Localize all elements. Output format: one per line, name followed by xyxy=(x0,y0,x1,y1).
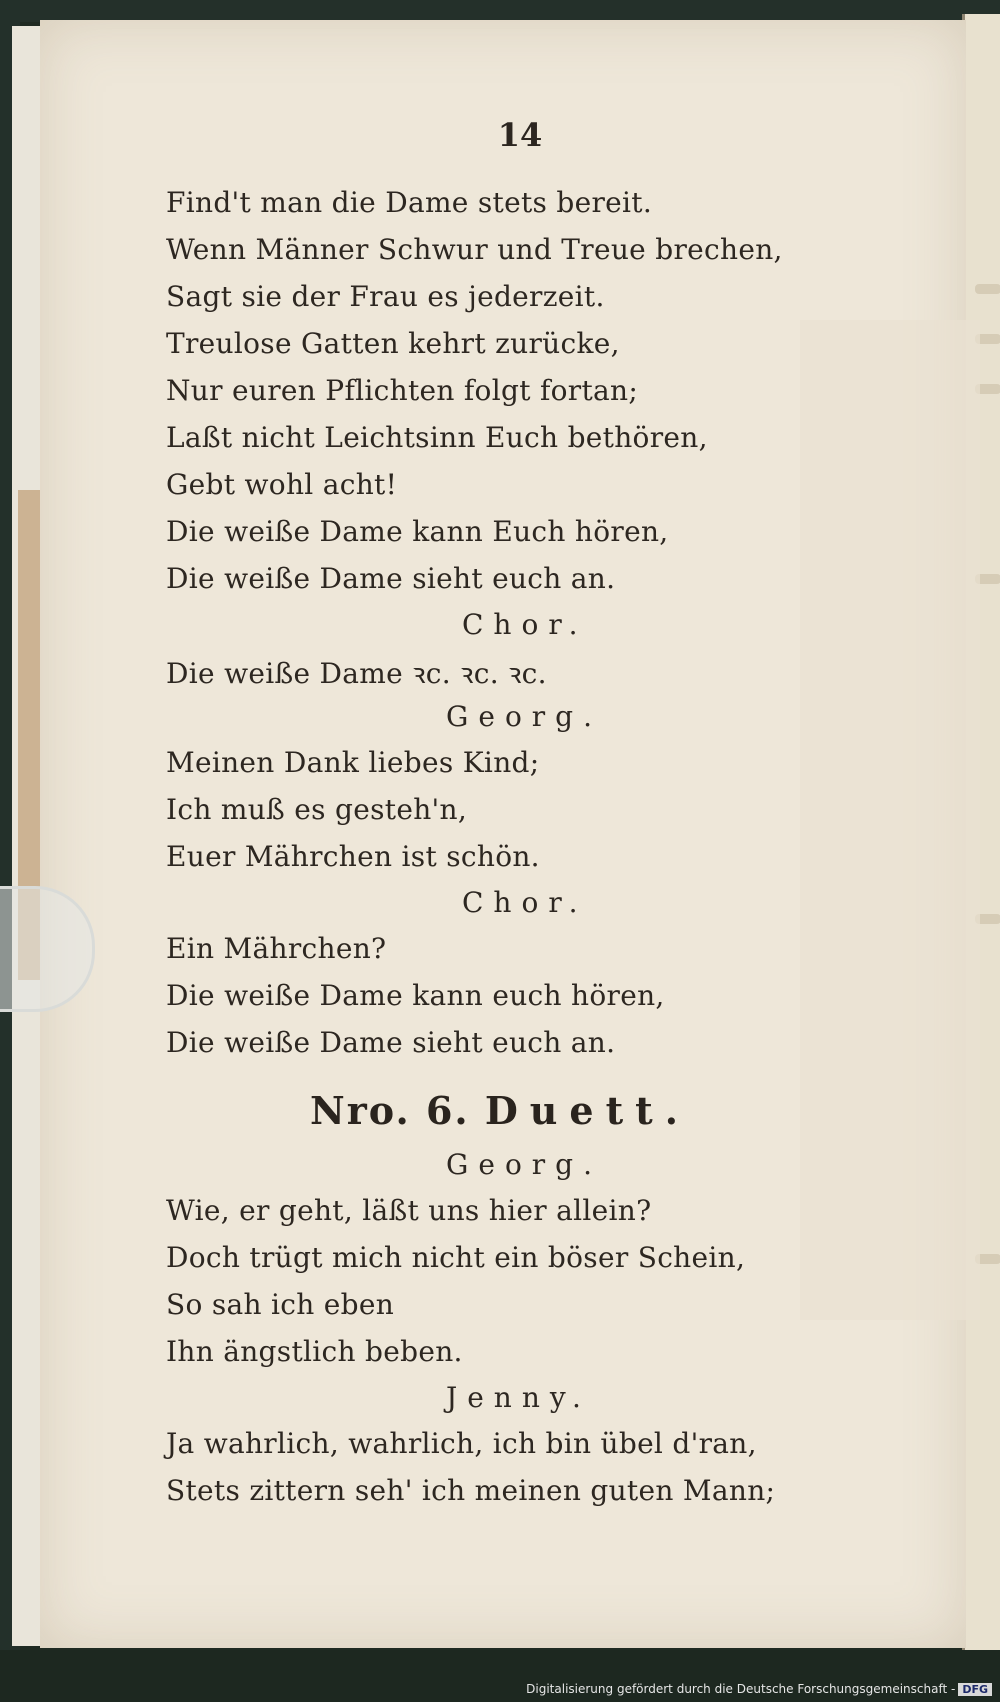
verse-line: Stets zittern seh' ich meinen guten Mann; xyxy=(166,1474,776,1507)
verse-line: Ja wahrlich, wahrlich, ich bin übel d'ran, xyxy=(166,1427,757,1460)
verse-line: So sah ich eben xyxy=(166,1288,395,1321)
speaker-label: Jenny. xyxy=(446,1381,591,1414)
speaker-label: Chor. xyxy=(462,608,588,641)
verse-line: Meinen Dank liebes Kind; xyxy=(166,746,540,779)
verse-line: Treulose Gatten kehrt zurücke, xyxy=(166,327,620,360)
scan-background-top xyxy=(0,0,1000,22)
speaker-label: Chor. xyxy=(462,886,588,919)
verse-line: Nur euren Pflichten folgt fortan; xyxy=(166,374,639,407)
verse-line: Find't man die Dame stets bereit. xyxy=(166,186,653,219)
verse-line: Gebt wohl acht! xyxy=(166,468,398,501)
verse-line: Die weiße Dame ꝛc. ꝛc. ꝛc. xyxy=(166,657,547,690)
verse-line: Die weiße Dame sieht euch an. xyxy=(166,562,616,595)
speaker-label: Georg. xyxy=(446,1148,603,1181)
digitization-credit xyxy=(526,1682,992,1696)
verse-line: Doch trügt mich nicht ein böser Schein, xyxy=(166,1241,746,1274)
verse-line: Ihn ängstlich beben. xyxy=(166,1335,463,1368)
bleed-through-area xyxy=(800,320,980,1320)
section-title: Duett. xyxy=(484,1088,690,1133)
page-number: 14 xyxy=(497,116,543,154)
verse-line: Laßt nicht Leichtsinn Euch bethören, xyxy=(166,421,708,454)
verse-line: Die weiße Dame kann euch hören, xyxy=(166,979,665,1012)
section-number: Nro. 6. xyxy=(310,1088,470,1133)
credit-text: Digitalisierung gefördert durch die Deutsche Forschungsgemeinschaft - xyxy=(526,1682,956,1696)
verse-line: Ein Mährchen? xyxy=(166,932,387,965)
verse-line: Wenn Männer Schwur und Treue brechen, xyxy=(166,233,783,266)
speaker-label: Georg. xyxy=(446,700,603,733)
bleed-through-mark xyxy=(975,284,1000,294)
verse-line: Wie, er geht, läßt uns hier allein? xyxy=(166,1194,652,1227)
verse-line: Euer Mährchen ist schön. xyxy=(166,840,540,873)
section-heading xyxy=(0,1088,1000,1133)
dfg-logo: DFG xyxy=(958,1683,992,1696)
verse-line: Die weiße Dame sieht euch an. xyxy=(166,1026,616,1059)
verse-line: Die weiße Dame kann Euch hören, xyxy=(166,515,669,548)
verse-line: Sagt sie der Frau es jederzeit. xyxy=(166,280,605,313)
verse-line: Ich muß es gesteh'n, xyxy=(166,793,468,826)
